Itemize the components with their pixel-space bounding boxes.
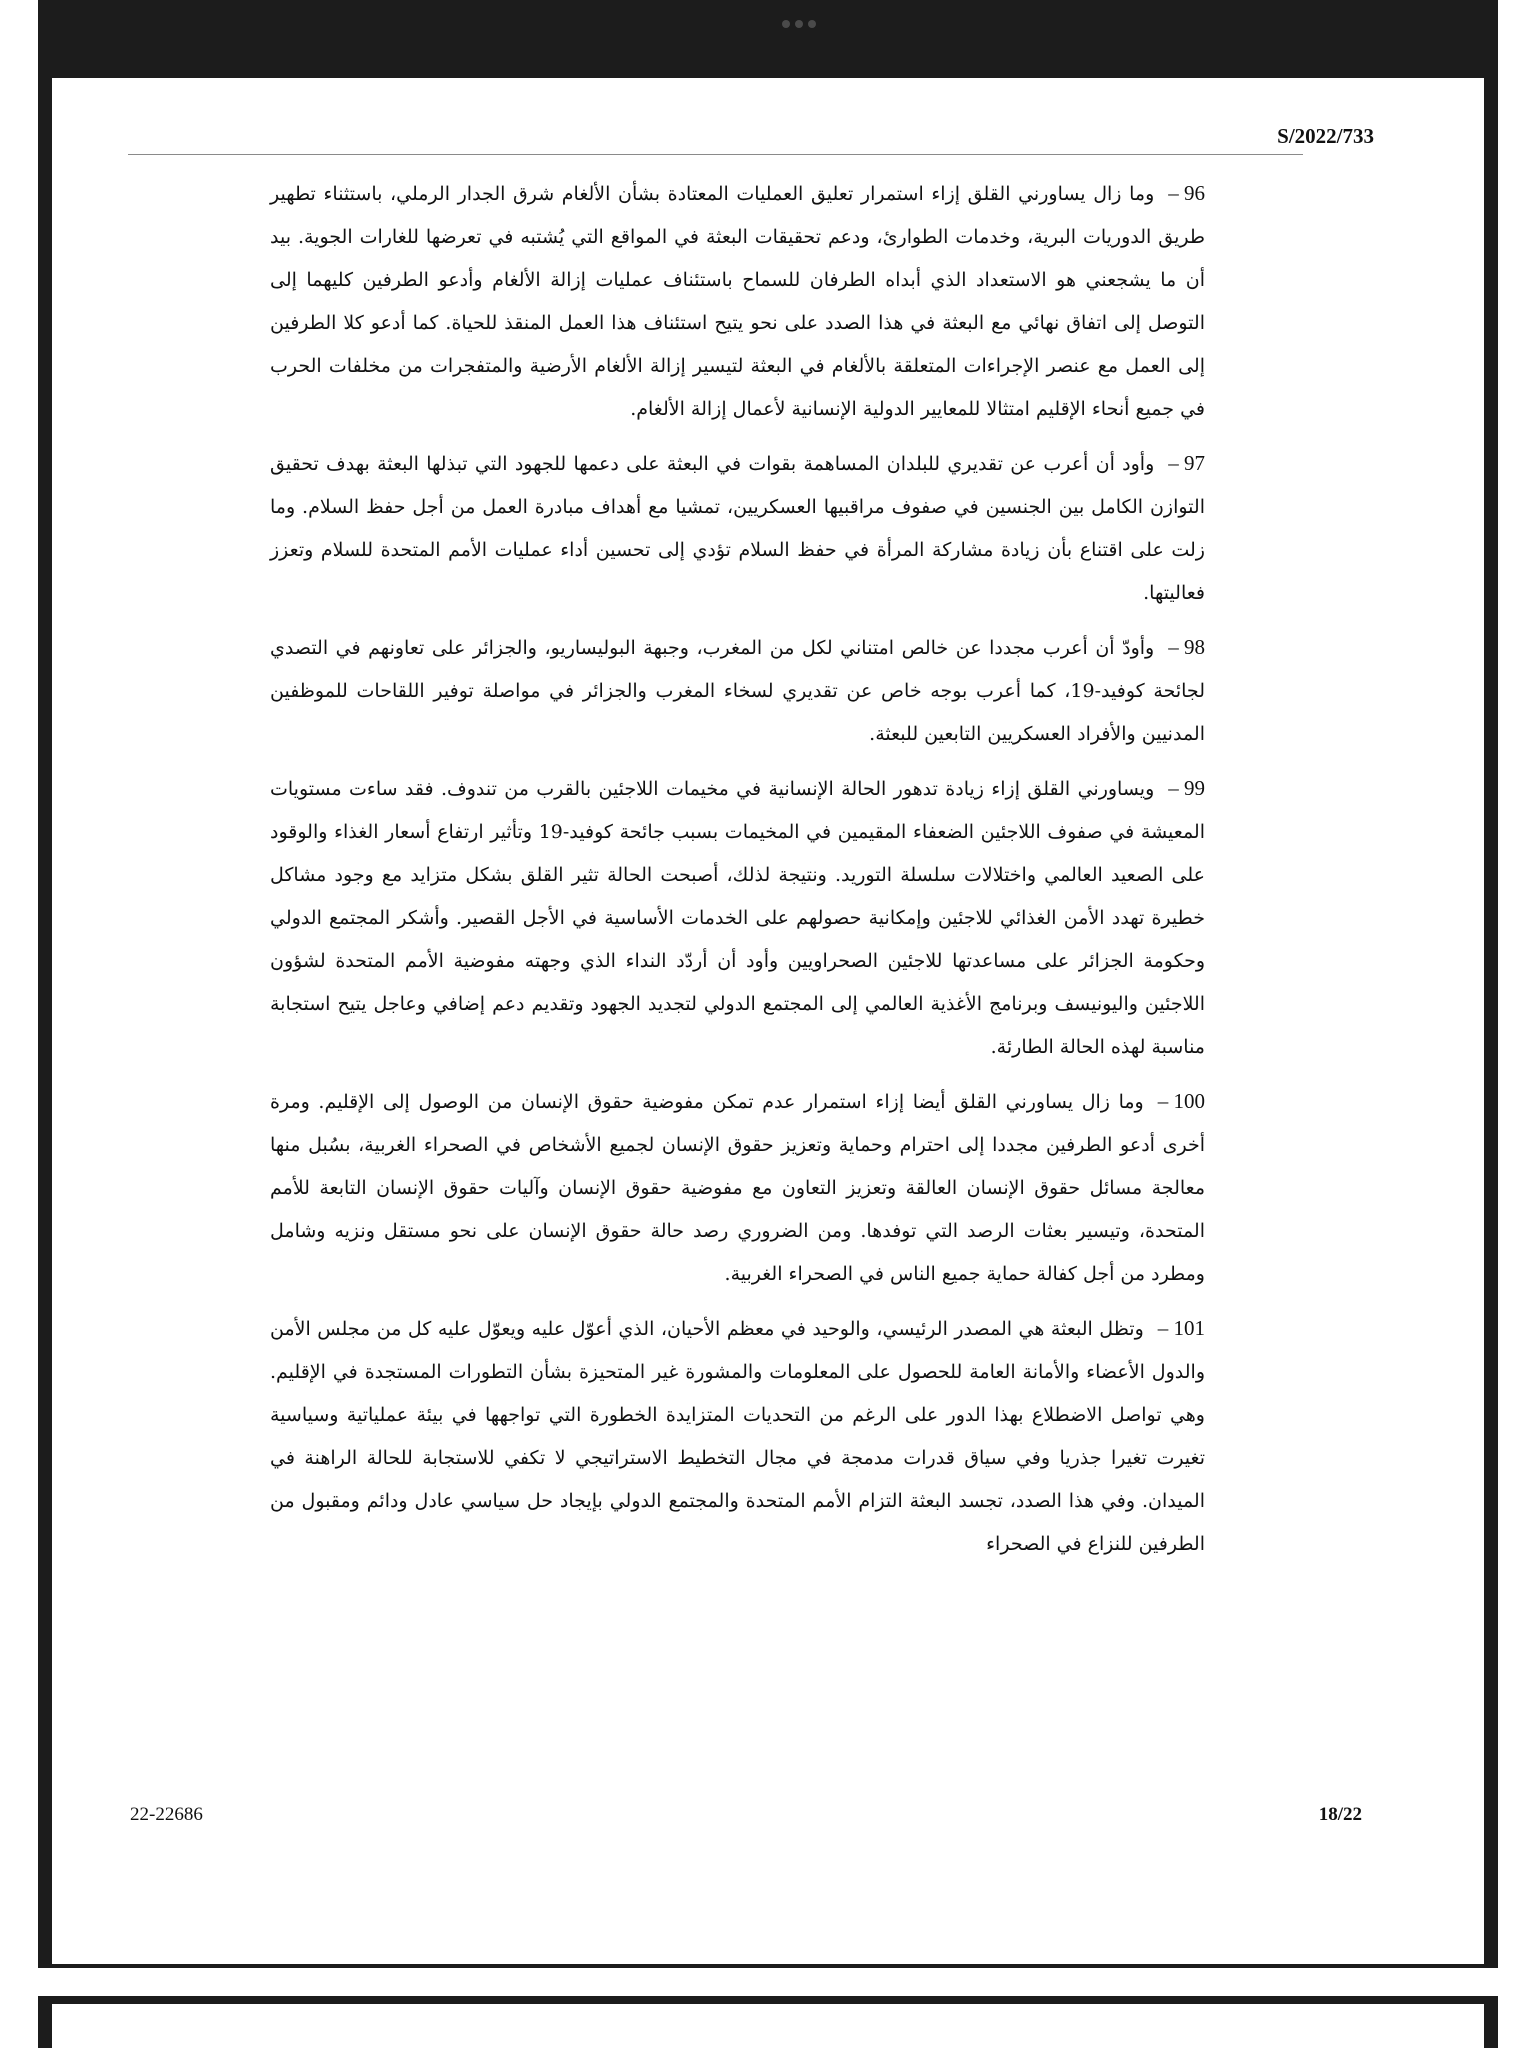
drag-handle-icon[interactable]: [782, 20, 816, 28]
paragraph-text: وأودّ أن أعرب مجددا عن خالص امتناني لكل من المغرب، وجبهة البوليساريو، والجزائر على تعاونهم في التصدي لجائحة كوفيد-19، كما أعرب بوجه خاص عن تقديري لسخاء المغرب والجزائر في مواصلة توفير اللقاحات للموظفين المدنيين والأفراد العسكريين التابعين للبعثة.: [270, 637, 1205, 745]
paragraph-number: 99 –: [1168, 776, 1205, 800]
body-text: [270, 172, 1205, 1577]
paragraph-101: [270, 1307, 1205, 1566]
paragraph-98: [270, 626, 1205, 756]
paragraph-96: [270, 172, 1205, 431]
paragraph-number: 100 –: [1157, 1089, 1205, 1113]
paragraph-number: 101 –: [1157, 1316, 1205, 1340]
job-number: 22-22686: [130, 1804, 203, 1825]
header-rule: [128, 154, 1303, 155]
paragraph-number: 98 –: [1168, 635, 1205, 659]
paragraph-100: [270, 1080, 1205, 1296]
next-page-preview[interactable]: [52, 2004, 1484, 2048]
paragraph-number: 97 –: [1168, 451, 1205, 475]
paragraph-99: [270, 767, 1205, 1069]
paragraph-text: وأود أن أعرب عن تقديري للبلدان المساهمة بقوات في البعثة على دعمها للجهود التي تبذلها البعثة بهدف تحقيق التوازن الكامل بين الجنسين في صفوف مراقبيها العسكريين، تمشيا مع أهداف مبادرة العمل من أجل حفظ السلام. وما زلت على اقتناع بأن زيادة مشاركة المرأة في حفظ السلام تؤدي إلى تحسين أداء عمليات الأمم المتحدة للسلام وتعزز فعاليتها.: [270, 453, 1205, 604]
viewer-top-bar: [38, 0, 1498, 38]
paragraph-text: ويساورني القلق إزاء زيادة تدهور الحالة الإنسانية في مخيمات اللاجئين بالقرب من تندوف. فقد ساءت مستويات المعيشة في صفوف اللاجئين الضعفاء المقيمين في المخيمات بسبب جائحة كوفيد-19 وتأثير ارتفاع أسعار الغذاء والوقود على الصعيد العالمي واختلالات سلسلة التوريد. ونتيجة لذلك، أصبحت الحالة تثير القلق بشكل متزايد مع وجود مشاكل خطيرة تهدد الأمن الغذائي للاجئين وإمكانية حصولهم على الخدمات الأساسية في الأجل القصير. وأشكر المجتمع الدولي وحكومة الجزائر على مساعدتها للاجئين الصحراويين وأود أن أردّد النداء الذي وجهته مفوضية الأمم المتحدة لشؤون اللاجئين واليونيسف وبرنامج الأغذية العالمي إلى المجتمع الدولي لتجديد الجهود وتقديم دعم إضافي وعاجل يتيح استجابة مناسبة لهذه الحالة الطارئة.: [270, 778, 1205, 1058]
page-number: 18/22: [1318, 1804, 1362, 1825]
paragraph-text: وتظل البعثة هي المصدر الرئيسي، والوحيد في معظم الأحيان، الذي أعوّل عليه ويعوّل عليه كل من مجلس الأمن والدول الأعضاء والأمانة العامة للحصول على المعلومات والمشورة غير المتحيزة بشأن التطورات المستجدة في الإقليم. وهي تواصل الاضطلاع بهذا الدور على الرغم من التحديات المتزايدة الخطورة التي تواجهها في بيئة عملياتية وسياسية تغيرت تغيرا جذريا وفي سياق قدرات مدمجة في مجال التخطيط الاستراتيجي لا تكفي للاستجابة للحالة الراهنة في الميدان. وفي هذا الصدد، تجسد البعثة التزام الأمم المتحدة والمجتمع الدولي بإيجاد حل سياسي عادل ودائم ومقبول من الطرفين للنزاع في الصحراء: [270, 1318, 1205, 1555]
next-page-frame: [38, 1996, 1498, 2048]
paragraph-text: وما زال يساورني القلق أيضا إزاء استمرار عدم تمكن مفوضية حقوق الإنسان من الوصول إلى الإقليم. ومرة أخرى أدعو الطرفين مجددا إلى احترام وحماية وتعزيز حقوق الإنسان لجميع الأشخاص في الصحراء الغربية، بسُبل منها معالجة مسائل حقوق الإنسان العالقة وتعزيز التعاون مع مفوضية حقوق الإنسان وآليات حقوق الإنسان التابعة للأمم المتحدة، وتيسير بعثات الرصد التي توفدها. ومن الضروري رصد حالة حقوق الإنسان على نحو مستقل ونزيه وشامل ومطرد من أجل كفالة حماية جميع الناس في الصحراء الغربية.: [270, 1091, 1205, 1285]
paragraph-number: 96 –: [1168, 181, 1205, 205]
paragraph-97: [270, 442, 1205, 615]
document-symbol: S/2022/733: [1277, 124, 1374, 148]
paragraph-text: وما زال يساورني القلق إزاء استمرار تعليق العمليات المعتادة بشأن الألغام شرق الجدار الرملي، باستثناء تطهير طريق الدوريات البرية، وخدمات الطوارئ، ودعم تحقيقات البعثة في المواقع التي يُشتبه في تعرضها للغارات الجوية. بيد أن ما يشجعني هو الاستعداد الذي أبداه الطرفان للسماح باستئناف عمليات إزالة الألغام وأدعو الطرفين كليهما إلى التوصل إلى اتفاق نهائي مع البعثة في هذا الصدد على نحو يتيح استئناف هذا العمل المنقذ للحياة. كما أدعو كلا الطرفين إلى العمل مع عنصر الإجراءات المتعلقة بالألغام في البعثة لتيسير إزالة الألغام الأرضية والمتفجرات من مخلفات الحرب في جميع أنحاء الإقليم امتثالا للمعايير الدولية الإنسانية لأعمال إزالة الألغام.: [270, 183, 1205, 420]
